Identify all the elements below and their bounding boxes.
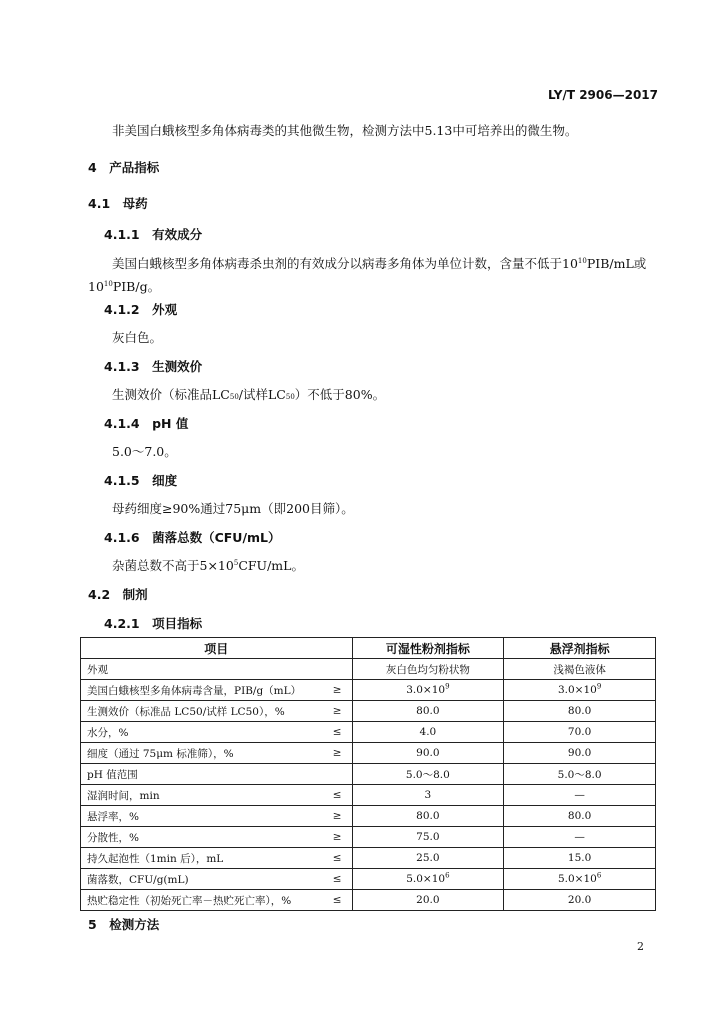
row-sc-value: — [504,827,656,848]
row-wp-value: 80.0 [352,806,504,827]
row-wp-value: 75.0 [352,827,504,848]
table-row [81,680,656,701]
section-4-1-3-heading: 4.1.3 生测效价 [104,359,203,374]
table-row [81,869,656,890]
table-row [81,743,656,764]
table-row [81,785,656,806]
section-4-1-4-heading: 4.1.4 pH 值 [104,416,189,431]
active-ingredient-line-2: $10^{10}PIB/g$。 [88,279,161,294]
row-wp-value: 灰白色均匀粉状物 [352,659,504,680]
table-header-row [81,638,656,659]
row-sc-value: 15.0 [504,848,656,869]
row-item: 外观 [81,659,353,680]
row-item: 水分，% ≤ [81,722,353,743]
ph-value-text: 5.0～7.0。 [112,444,177,459]
row-sc-value: 5.0～8.0 [504,764,656,785]
row-item: 菌落数，CFU/g(mL) ≤ [81,869,353,890]
section-4-1-6-heading: 4.1.6 菌落总数（CFU/mL） [104,530,281,545]
row-sc-value: — [504,785,656,806]
row-item: 美国白蛾核型多角体病毒含量，PIB/g（mL） ≥ [81,680,353,701]
row-item: 分散性，% ≥ [81,827,353,848]
row-item: 悬浮率，% ≥ [81,806,353,827]
specification-table [80,637,656,911]
intro-paragraph: 非美国白蛾核型多角体病毒类的其他微生物，检测方法中5.13中可培养出的微生物。 [112,123,578,138]
section-5-heading: 5 检测方法 [88,917,160,932]
table-row [81,827,656,848]
row-item: 湿润时间，min ≤ [81,785,353,806]
section-4-1-5-heading: 4.1.5 细度 [104,473,178,488]
row-sc-value: $5.0\times 10^6$ [504,869,656,890]
fineness-text: 母药细度≥90%通过75μm（即200目筛）。 [112,501,354,516]
table-row [81,659,656,680]
row-wp-value: 90.0 [352,743,504,764]
section-4-1-2-heading: 4.1.2 外观 [104,302,178,317]
row-item: 持久起泡性（1min 后），mL ≤ [81,848,353,869]
row-item: 生测效价（标准品 LC50/试样 LC50），% ≥ [81,701,353,722]
header-wettable-powder: 可湿性粉剂指标 [352,638,504,659]
row-item: 细度（通过 75μm 标准筛），% ≥ [81,743,353,764]
row-sc-value: 70.0 [504,722,656,743]
section-4-heading: 4 产品指标 [88,160,160,175]
row-wp-value: $3.0\times 10^9$ [352,680,504,701]
row-sc-value: 80.0 [504,806,656,827]
row-item: pH 值范围 [81,764,353,785]
active-ingredient-line-1: 美国白蛾核型多角体病毒杀虫剂的有效成分以病毒多角体为单位计数，含量不低于$10^{10}PIB/mL$或 [112,256,647,271]
row-wp-value: 25.0 [352,848,504,869]
table-row [81,890,656,911]
header-suspension: 悬浮剂指标 [504,638,656,659]
section-4-2-heading: 4.2 制剂 [88,587,148,602]
table-row [81,806,656,827]
table-row [81,722,656,743]
row-wp-value: 3 [352,785,504,806]
row-wp-value: 5.0～8.0 [352,764,504,785]
table-row [81,701,656,722]
table-row [81,764,656,785]
row-wp-value: 80.0 [352,701,504,722]
section-4-2-1-heading: 4.2.1 项目指标 [104,616,203,631]
row-wp-value: $5.0\times 10^6$ [352,869,504,890]
section-4-1-1-heading: 4.1.1 有效成分 [104,227,203,242]
row-sc-value: 80.0 [504,701,656,722]
table-row [81,848,656,869]
row-wp-value: 4.0 [352,722,504,743]
row-wp-value: 20.0 [352,890,504,911]
header-item: 项目 [81,638,353,659]
row-sc-value: $3.0\times 10^9$ [504,680,656,701]
section-4-1-heading: 4.1 母药 [88,196,148,211]
row-item: 热贮稳定性（初始死亡率－热贮死亡率），% ≤ [81,890,353,911]
bioassay-potency-text: 生测效价（标准品LC50/试样LC50）不低于80%。 [112,387,386,402]
row-sc-value: 浅褐色液体 [504,659,656,680]
colony-count-text: 杂菌总数不高于$5\times 10^5CFU/mL$。 [112,558,304,573]
page-number: 2 [637,940,644,953]
row-sc-value: 90.0 [504,743,656,764]
row-sc-value: 20.0 [504,890,656,911]
appearance-text: 灰白色。 [112,330,163,345]
document-code: LY/T 2906—2017 [547,88,658,102]
